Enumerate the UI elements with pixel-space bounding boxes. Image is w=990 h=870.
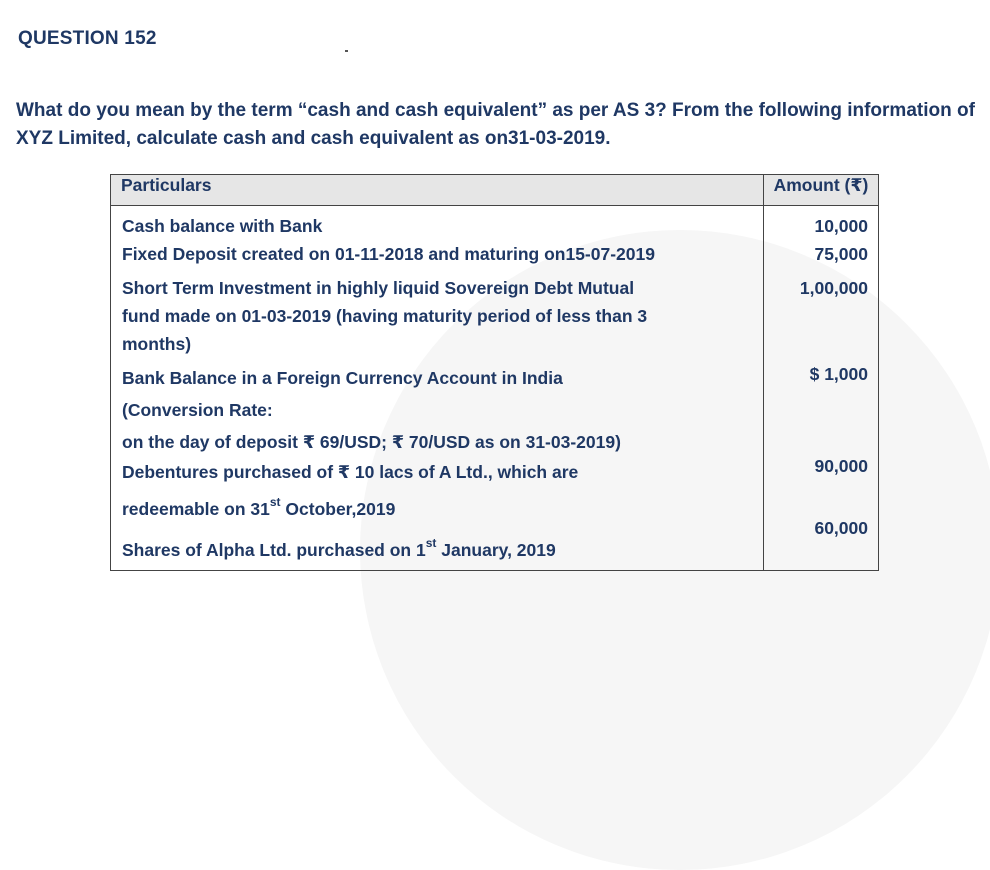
cash-balance-label: Cash balance with Bank [122,216,323,236]
short-term-investment-amount: 1,00,000 [799,278,868,298]
line-text: on the day of deposit ₹ 69/USD; ₹ 70/USD as on 31-03-2019) [122,432,621,452]
particulars-cell [111,206,764,571]
text-part: redeemable on 31 [122,498,270,519]
table-row [111,206,879,571]
line-text: Short Term Investment in highly liquid Sovereign Debt Mutual [122,278,635,298]
shares-amount: 60,000 [814,518,868,538]
line-text [122,490,753,523]
line-text: Bank Balance in a Foreign Currency Account in India [122,368,563,388]
foreign-currency-amount: $ 1,000 [809,364,868,384]
line-text: (Conversion Rate: [122,400,273,420]
debentures-label [122,458,753,523]
text-part: Shares of Alpha Ltd. purchased on 1 [122,539,426,560]
particulars-table [110,174,879,571]
question-number: QUESTION 152 [18,28,157,49]
amount-header: Amount (₹) [764,175,879,206]
short-term-investment-label [122,274,753,358]
superscript: st [425,535,437,550]
line-text: Debentures purchased of ₹ 10 lacs of A Ltd., which are [122,462,579,482]
line-text: fund made on 01-03-2019 (having maturity period of less than 3 [122,306,648,326]
cash-balance-amount: 10,000 [814,216,868,236]
particulars-header: Particulars [111,175,764,206]
amount-cell [764,206,879,571]
question-text: What do you mean by the term “cash and cash equivalent” as per AS 3? From the following information of XYZ Limited, calculate cash and cash equivalent as on31-03-2019. [16,100,975,149]
scan-speck [345,50,348,52]
fixed-deposit-amount: 75,000 [814,244,868,264]
foreign-currency-label [122,364,753,456]
text-part: January, 2019 [436,539,556,560]
shares-label [122,531,753,564]
superscript: st [269,495,281,509]
text-part: October,2019 [280,498,396,519]
fixed-deposit-label: Fixed Deposit created on 01-11-2018 and maturing on15-07-2019 [122,244,655,264]
debentures-amount: 90,000 [814,456,868,476]
table-header-row [111,175,879,206]
line-text: months) [122,334,192,354]
